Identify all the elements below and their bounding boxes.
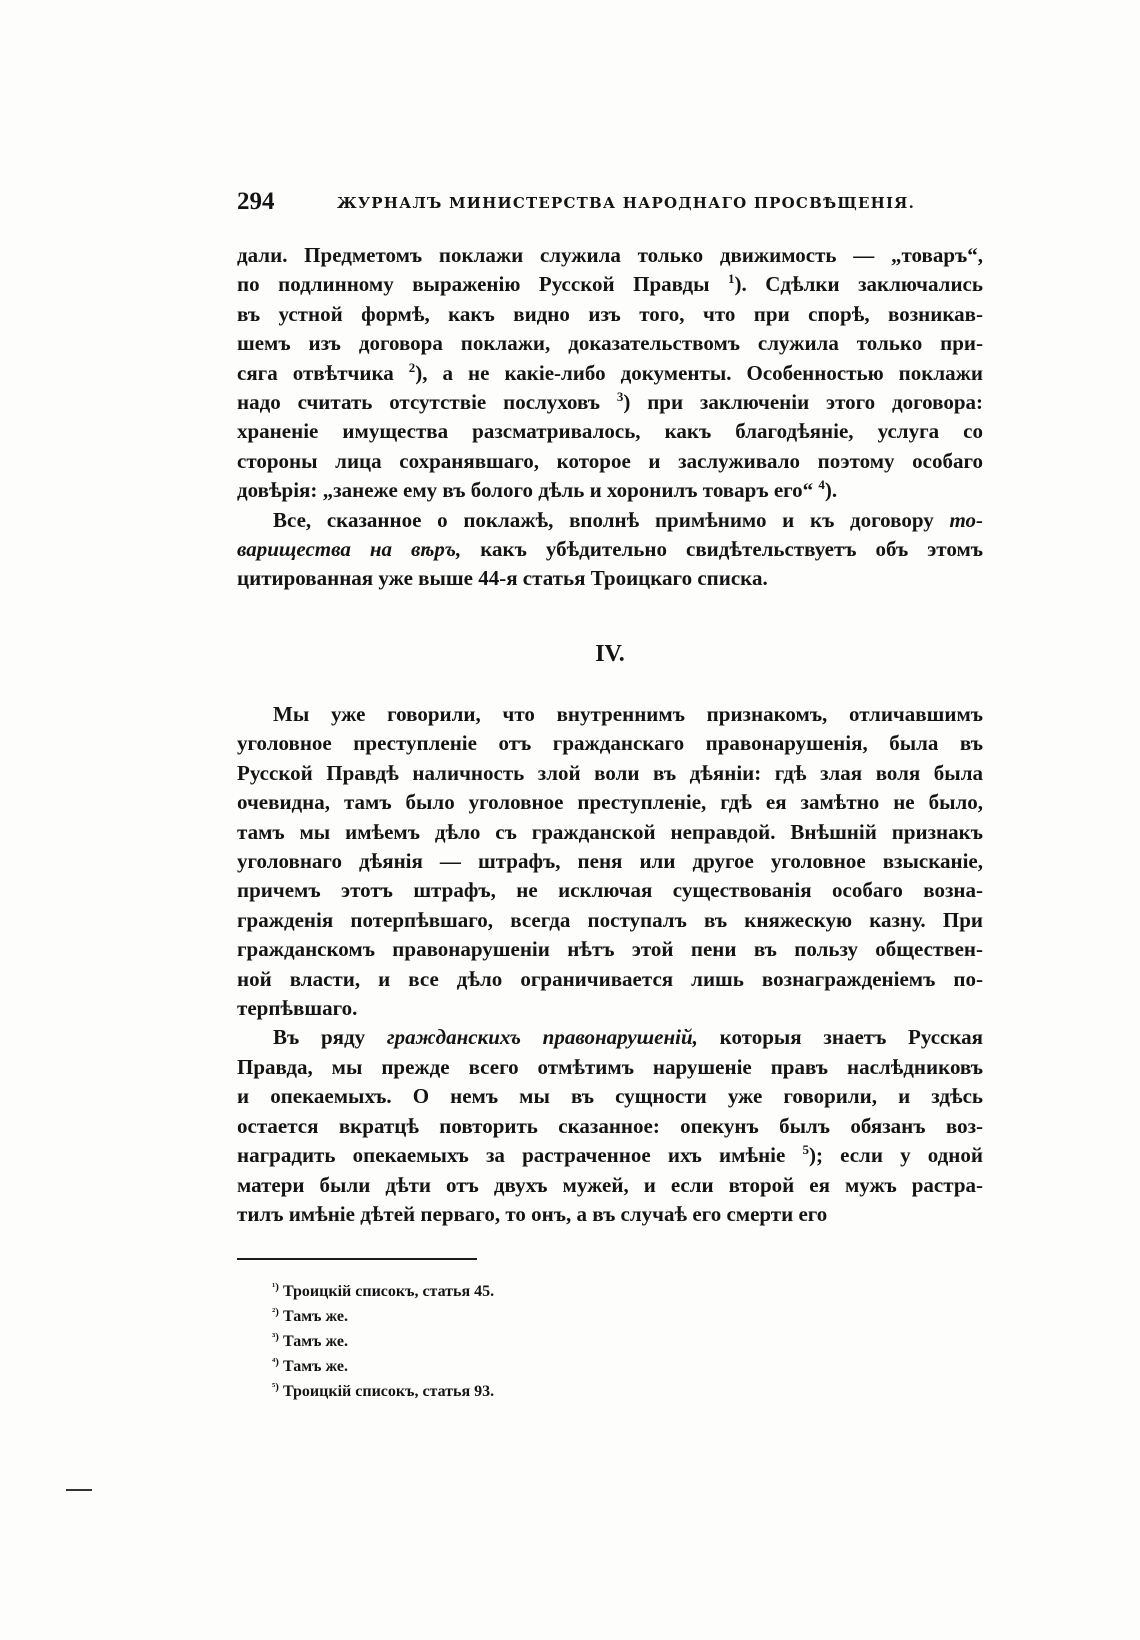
text-line: и опекаемыхъ. О немъ мы въ сущности уже говорили, и здѣсь <box>237 1084 983 1109</box>
text-line: варищества на вѣръ, какъ убѣдительно свидѣтельствуетъ объ этомъ <box>237 537 983 562</box>
text-line: терпѣвшаго. <box>237 996 358 1021</box>
text-line: очевидна, тамъ было уголовное преступленіе, гдѣ ея замѣтно не было, <box>237 790 983 815</box>
text-line: дали. Предметомъ поклажи служила только движимость — „товаръ“, <box>237 243 983 267</box>
footnote-4: $^{^4)}$ Тамъ же. <box>272 1356 348 1375</box>
footnote-1: $^{^1)}$ Троицкій списокъ, статья 45. <box>272 1281 495 1300</box>
italic-term: варищества на вѣръ, <box>237 537 462 562</box>
text-line: сяга отвѣтчика $^2$), а не какіе-либо документы. Особенностью поклажи <box>237 359 983 385</box>
text-line: стороны лица сохранявшаго, которое и заслуживало поэтому особаго <box>237 448 983 473</box>
journal-title: ЖУРНАЛЪ МИНИСТЕРСТВА НАРОДНАГО ПРОСВѢЩЕНІЯ. <box>337 194 916 212</box>
margin-mark <box>66 1489 92 1491</box>
text-line: Въ ряду гражданскихъ правонарушеній, которыя знаетъ Русская <box>273 1025 984 1050</box>
paragraph-deposit <box>237 241 983 506</box>
text-line: причемъ этотъ штрафъ, не исключая существованія особаго возна- <box>237 878 983 903</box>
paragraph-criminal-vs-civil <box>237 700 983 1023</box>
text-line: наградить опекаемыхъ за растраченное ихъ имѣніе $^5$); если у одной <box>237 1142 983 1168</box>
text-line: матери были дѣти отъ двухъ мужей, и если второй ея мужъ растра- <box>237 1172 983 1197</box>
italic-term: гражданскихъ правонарушеній, <box>386 1025 698 1050</box>
footnotes <box>272 1279 494 1404</box>
text-line: остается вкратцѣ повторить сказанное: опекунъ былъ обязанъ воз- <box>237 1113 983 1138</box>
text-line: въ устной формѣ, какъ видно изъ того, что при спорѣ, возникав- <box>237 301 983 326</box>
text-line: Русской Правдѣ наличность злой воли въ дѣяніи: гдѣ злая воля была <box>237 760 983 785</box>
text-line: по подлинному выраженію Русской Правды $^1$). Сдѣлки заключались <box>237 271 983 297</box>
running-head <box>237 188 977 222</box>
page-number: 294 <box>237 188 275 215</box>
italic-term: то- <box>949 507 984 532</box>
text-line: тамъ мы имѣемъ дѣло съ гражданской неправдой. Внѣшній признакъ <box>237 819 983 844</box>
section-heading: IV. <box>595 641 625 667</box>
text-line: довѣрія: „занеже ему въ болого дѣль и хоронилъ товаръ его“ $^4$). <box>237 477 838 503</box>
text-line: цитированная уже выше 44-я статья Троицкаго списка. <box>237 566 768 591</box>
top-text-block <box>237 241 983 594</box>
text-line: гражденія потерпѣвшаго, всегда поступалъ въ княжескую казну. При <box>237 907 983 932</box>
text-line: уголовное преступленіе отъ гражданскаго правонарушенія, была въ <box>237 731 983 756</box>
footnote-ref: 3 <box>616 389 624 405</box>
footnote-ref: 5 <box>802 1142 809 1158</box>
footnote-5: $^{^5)}$ Троицкій списокъ, статья 93. <box>272 1381 495 1400</box>
text-line: шемъ изъ договора поклажи, доказательствомъ служила только при- <box>237 331 983 356</box>
footnote-ref: 1 <box>727 271 735 287</box>
text-line: Все, сказанное о поклажѣ, вполнѣ примѣнимо и къ договору то- <box>273 507 984 532</box>
footnote-ref: 4 <box>818 477 825 493</box>
paragraph-civil-offences <box>237 1023 983 1229</box>
text-line: Мы уже говорили, что внутреннимъ признакомъ, отличавшимъ <box>273 702 983 726</box>
text-line: храненіе имущества разсматривалось, какъ благодѣяніе, услуга со <box>237 419 983 444</box>
text-line: гражданскомъ правонарушеніи нѣтъ этой пени въ пользу обществен- <box>237 937 983 962</box>
footnote-3: $^{^3)}$ Тамъ же. <box>272 1331 348 1350</box>
section-iv-text-block <box>237 700 983 1229</box>
footnote-2: $^{^2)}$ Тамъ же. <box>272 1306 348 1325</box>
footnote-divider <box>237 1258 477 1260</box>
text-line: тилъ имѣніе дѣтей перваго, то онъ, а въ случаѣ его смерти его <box>237 1201 828 1226</box>
text-line: ной власти, и все дѣло ограничивается лишь вознагражденіемъ по- <box>237 966 983 991</box>
paragraph-partnership <box>237 506 983 594</box>
text-line: надо считать отсутствіе послуховъ $^3$) при заключеніи этого договора: <box>237 389 983 415</box>
text-line: уголовнаго дѣянія — штрафъ, пеня или другое уголовное взысканіе, <box>237 849 983 874</box>
footnote-ref: 2 <box>408 359 416 375</box>
text-line: Правда, мы прежде всего отмѣтимъ нарушеніе правъ наслѣдниковъ <box>237 1054 983 1079</box>
